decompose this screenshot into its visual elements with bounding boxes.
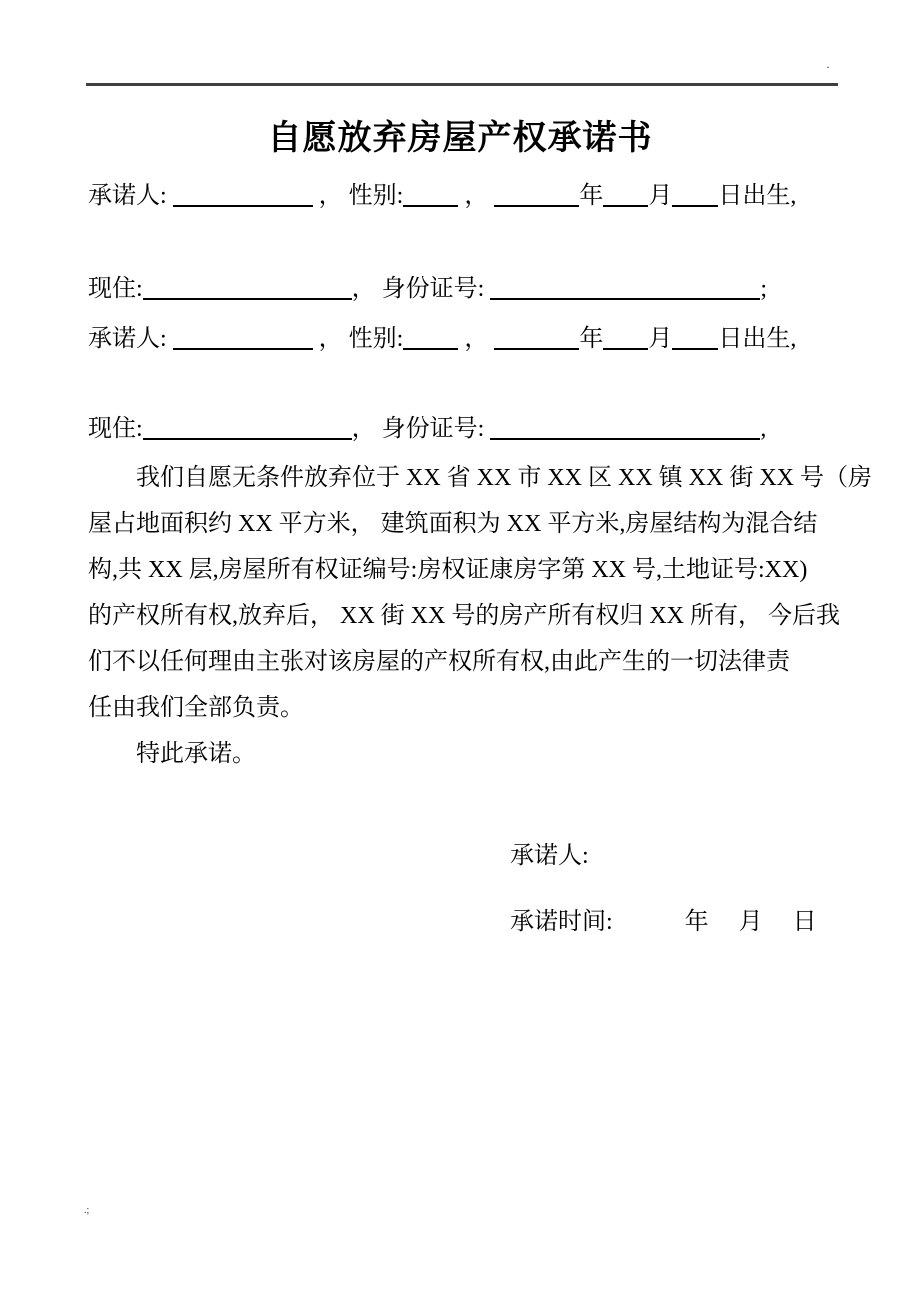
line-text: ,: [760, 416, 767, 442]
body-line: 任由我们全部负责。: [88, 695, 304, 721]
body-line: 的产权所有权,放弃后， XX 街 XX 号的房产所有权归 XX 所有， 今后我: [88, 603, 840, 629]
line-text: 月: [648, 183, 673, 209]
blank-field: [494, 183, 579, 207]
line-text: 承诺人:: [88, 183, 173, 209]
line-text: 现住:: [88, 416, 143, 442]
footer-mark: .;: [84, 1205, 90, 1216]
promisor2-line: [88, 324, 848, 354]
body-line: 我们自愿无条件放弃位于 XX 省 XX 市 XX 区 XX 镇 XX 街 XX 号（房: [136, 465, 872, 491]
line-text: 日出生,: [718, 326, 797, 352]
blank-field: [403, 183, 458, 207]
document-title: 自愿放弃房屋产权承诺书: [267, 119, 653, 157]
blank-field: [173, 326, 313, 350]
blank-field: [490, 416, 760, 440]
blank-field: [603, 183, 648, 207]
blank-field: [143, 276, 352, 300]
line-text: ， 身份证号:: [351, 276, 491, 302]
body-line: 构,共 XX 层,房屋所有权证编号:房权证康房字第 XX 号,土地证号:XX): [88, 557, 808, 583]
header-mark: ·: [826, 60, 830, 74]
line-text: 日出生,: [718, 183, 797, 209]
blank-field: [143, 416, 352, 440]
line-text: ， 性别:: [312, 183, 404, 209]
line-text: 年: [579, 183, 604, 209]
line-text: 月: [648, 326, 673, 352]
closing-statement: 特此承诺。: [136, 741, 256, 767]
blank-field: [672, 326, 718, 350]
blank-field: [672, 183, 718, 207]
promisor2-address-line: [88, 414, 848, 444]
line-text: ，: [458, 326, 495, 352]
line-text: ， 性别:: [312, 326, 404, 352]
promisor1-line: [88, 181, 848, 211]
line-text: ，: [458, 183, 495, 209]
line-text: ;: [760, 276, 768, 302]
line-text: 承诺人:: [88, 326, 173, 352]
blank-field: [490, 276, 760, 300]
blank-field: [173, 183, 313, 207]
line-text: 现住:: [88, 276, 143, 302]
header-rule: [86, 83, 838, 86]
body-line: 屋占地面积约 XX 平方米， 建筑面积为 XX 平方米,房屋结构为混合结: [88, 511, 818, 537]
signature-date-line: 承诺时间: 年 月 日: [510, 909, 817, 935]
body-line: 们不以任何理由主张对该房屋的产权所有权,由此产生的一切法律责: [88, 649, 790, 675]
body-paragraph: [88, 455, 872, 777]
signature-promisor-label: 承诺人:: [510, 843, 589, 869]
blank-field: [494, 326, 579, 350]
body-lines: [88, 455, 872, 731]
blank-field: [403, 326, 458, 350]
promisor1-address-line: [88, 274, 848, 304]
blank-field: [603, 326, 648, 350]
line-text: ， 身份证号:: [351, 416, 491, 442]
line-text: 年: [579, 326, 604, 352]
